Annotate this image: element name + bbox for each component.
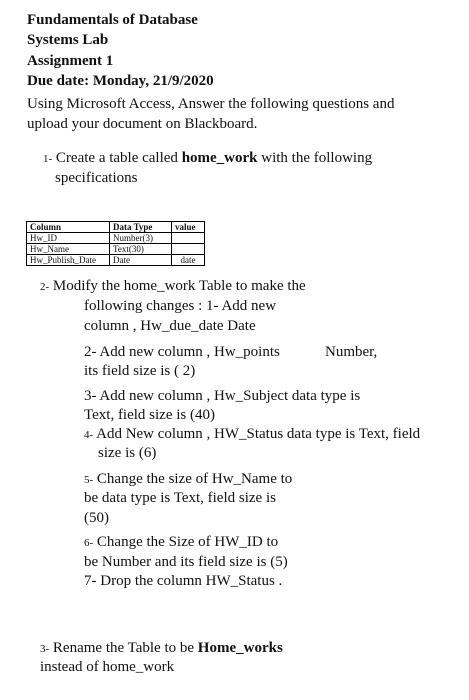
subtask-3-line-1: 3- Add new column , Hw_Subject data type is [84,388,361,404]
table-row [27,244,205,255]
course-title: Fundamentals of Database [27,12,198,28]
subtask-4-text: Add New column , HW_Status data type is Text, field [96,426,421,442]
question-3 [40,638,283,659]
subtask-7: 7- Drop the column HW_Status . [84,573,283,589]
subtask-6-line-1 [84,532,278,553]
intro-line-1: Using Microsoft Access, Answer the following questions and [27,96,395,112]
course-title-cont: Systems Lab [27,32,109,48]
subtask-5-text: Change the size of Hw_Name to [96,471,293,487]
header-data-type: Data Type [110,222,172,233]
subtask-6-line-2: be Number and its field size is (5) [84,554,288,570]
question-1-number: 1- [43,153,53,165]
subtask-5-line-1 [84,469,292,490]
intro-line-2: upload your document on Blackboard. [27,116,258,132]
table-row [27,255,205,266]
question-3-new-name: Home_works [197,640,283,656]
question-1-text-post: with the following [257,150,373,166]
spec-table [26,221,205,266]
question-3-text-pre: Rename the Table to be [52,640,198,656]
subtask-4-line-2: size is (6) [98,445,157,461]
subtask-4-number: 4- [84,429,94,441]
subtask-6-number: 6- [84,537,94,549]
question-2-line-3: column , Hw_due_date Date [84,318,256,334]
table-cell: Date [110,255,172,266]
table-cell: Number(3) [110,233,172,244]
question-1-table-name: home_work [181,150,258,166]
subtask-2-line-1: 2- Add new column , Hw_points [84,344,280,360]
table-cell: Hw_Publish_Date [27,255,110,266]
question-2-number: 2- [40,281,50,293]
table-cell [172,233,205,244]
table-cell: Hw_ID [27,233,110,244]
header-column: Column [27,222,110,233]
table-cell: Text(30) [110,244,172,255]
subtask-5-number: 5- [84,474,94,486]
subtask-2-type: Number, [325,344,378,360]
table-cell: Hw_Name [27,244,110,255]
subtask-5-line-3: (50) [84,510,109,526]
question-2-line-2: following changes : 1- Add new [84,298,277,314]
question-2-line-1: Modify the home_work Table to make the [52,278,306,294]
table-cell: date [172,255,205,266]
question-1 [43,148,372,169]
subtask-2-line-2: its field size is ( 2) [84,363,196,379]
question-3-line-2: instead of home_work [40,659,175,675]
subtask-3-line-2: Text, field size is (40) [84,407,215,423]
table-row [27,233,205,244]
table-header-row [27,222,205,233]
subtask-5-line-2: be data type is Text, field size is [84,490,276,506]
question-1-line-2: specifications [55,170,138,186]
due-date: Due date: Monday, 21/9/2020 [27,73,214,89]
table-cell [172,244,205,255]
subtask-6-text: Change the Size of HW_ID to [96,534,279,550]
assignment-title: Assignment 1 [27,53,114,69]
question-2 [40,276,306,297]
question-1-text-pre: Create a table called [55,150,182,166]
subtask-4-line-1 [84,424,420,445]
question-3-number: 3- [40,643,50,655]
header-value: value [172,222,205,233]
